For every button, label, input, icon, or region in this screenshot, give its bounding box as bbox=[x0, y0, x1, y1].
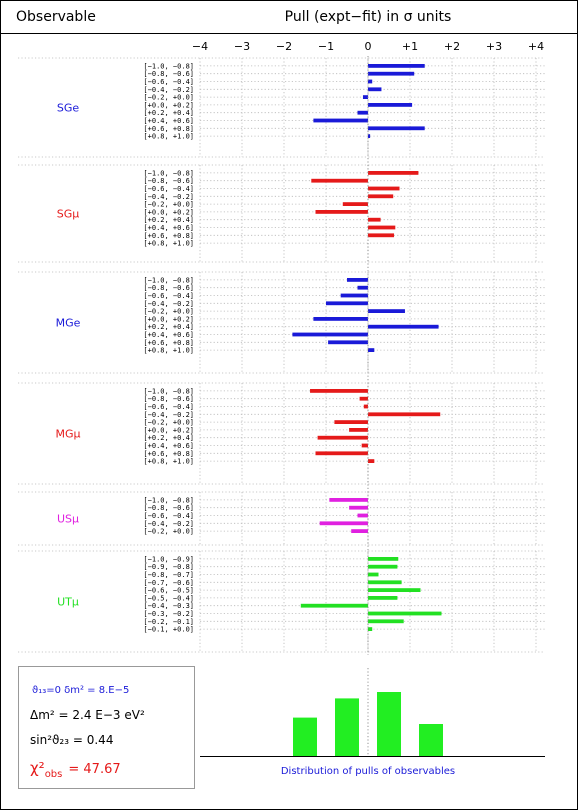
bin-label: [−0.4, −0.2] bbox=[143, 192, 194, 201]
pull-bar bbox=[368, 459, 374, 463]
pull-bar bbox=[316, 210, 369, 214]
pull-bar bbox=[343, 202, 368, 206]
group-label: SGe bbox=[56, 101, 80, 115]
pull-bar bbox=[358, 514, 369, 518]
pull-bar bbox=[368, 309, 405, 313]
pull-bar bbox=[368, 627, 372, 631]
bin-label: [+0.2, +0.4] bbox=[143, 434, 194, 443]
bin-label: [+0.4, +0.6] bbox=[143, 224, 194, 232]
pull-bar bbox=[368, 612, 442, 616]
sin2-theta23-text: sin²ϑ₂₃ = 0.44 bbox=[30, 733, 114, 747]
pull-bar bbox=[334, 420, 368, 424]
bin-label: [−0.4, −0.2] bbox=[143, 85, 194, 94]
bin-label: [+0.0, +0.2] bbox=[143, 426, 194, 435]
bin-label: [+0.8, +1.0] bbox=[143, 239, 194, 248]
group-label: SGμ bbox=[56, 207, 80, 221]
bin-label: [−0.6, −0.4] bbox=[143, 292, 194, 300]
pull-bar bbox=[318, 436, 368, 440]
pull-bar bbox=[363, 95, 368, 99]
bin-label: [−0.6, −0.5] bbox=[143, 586, 194, 595]
bin-label: [−1.0, −0.8] bbox=[143, 387, 194, 396]
bin-label: [−0.2, +0.0] bbox=[143, 200, 194, 209]
distribution-bar bbox=[293, 718, 317, 756]
chi2-subscript: obs bbox=[44, 769, 63, 780]
pull-bar bbox=[368, 412, 440, 416]
bin-label: [+0.8, +1.0] bbox=[143, 132, 194, 141]
x-tick-label: +3 bbox=[485, 40, 503, 53]
pull-bar bbox=[368, 187, 400, 191]
bin-label: [+0.2, +0.4] bbox=[143, 109, 194, 118]
bin-label: [−0.1, +0.0] bbox=[143, 625, 194, 634]
group-4 bbox=[18, 492, 545, 545]
pull-bar bbox=[313, 119, 368, 123]
pull-bar bbox=[351, 529, 368, 533]
group-label: USμ bbox=[56, 512, 80, 526]
chi2-text bbox=[30, 759, 121, 780]
bin-label: [−0.4, −0.2] bbox=[143, 410, 194, 419]
bin-label: [+0.2, +0.4] bbox=[143, 323, 194, 332]
x-tick-labels bbox=[192, 40, 544, 53]
bin-label: [−0.4, −0.2] bbox=[143, 519, 194, 528]
bin-label: [−0.2, +0.0] bbox=[143, 418, 194, 427]
x-tick-label: +1 bbox=[401, 40, 419, 53]
pull-bar bbox=[368, 72, 414, 76]
bin-label: [−0.3, −0.2] bbox=[143, 610, 194, 618]
distribution-bar bbox=[377, 692, 401, 756]
group-1 bbox=[18, 165, 545, 262]
pull-bar bbox=[328, 340, 368, 344]
bin-label: [−0.2, −0.1] bbox=[143, 617, 194, 626]
pull-bar bbox=[349, 506, 368, 510]
x-tick-label: −3 bbox=[233, 40, 251, 53]
observable-header: Observable bbox=[16, 9, 96, 25]
bin-label: [−1.0, −0.8] bbox=[143, 62, 194, 71]
bin-label: [+0.8, +1.0] bbox=[143, 457, 194, 466]
group-2 bbox=[18, 272, 545, 373]
pull-bar bbox=[320, 521, 368, 525]
bin-label: [−0.8, −0.6] bbox=[143, 395, 194, 404]
group-label: MGμ bbox=[55, 427, 81, 441]
group-label: MGe bbox=[55, 316, 81, 330]
pull-bar bbox=[368, 103, 412, 107]
pull-distribution bbox=[200, 668, 545, 777]
bin-label: [−0.6, −0.4] bbox=[143, 185, 194, 193]
bin-label: [+0.4, +0.6] bbox=[143, 117, 194, 125]
pull-bar bbox=[311, 179, 368, 183]
pull-bar bbox=[368, 348, 374, 352]
delta-m2-text: Δm² = 2.4 E−3 eV² bbox=[30, 708, 145, 722]
pull-bar bbox=[368, 80, 372, 84]
bin-label: [−0.2, +0.0] bbox=[143, 307, 194, 316]
bin-label: [−0.8, −0.7] bbox=[143, 571, 194, 579]
distribution-label: Distribution of pulls of observables bbox=[280, 766, 456, 777]
bin-label: [−0.2, +0.0] bbox=[143, 93, 194, 102]
pull-bar bbox=[358, 286, 369, 290]
pull-bar bbox=[368, 233, 394, 237]
x-tick-label: −4 bbox=[191, 40, 209, 53]
pull-bar bbox=[329, 498, 368, 502]
pull-bar bbox=[301, 604, 368, 608]
bin-label: [+0.0, +0.2] bbox=[143, 315, 194, 324]
pull-bar bbox=[313, 317, 368, 321]
chi2-symbol: χ² bbox=[30, 759, 45, 777]
pull-bar bbox=[364, 405, 368, 409]
bin-label: [+0.6, +0.8] bbox=[143, 231, 194, 240]
pull-bar bbox=[368, 588, 421, 592]
distribution-bar bbox=[419, 724, 443, 756]
pull-bar bbox=[341, 294, 368, 298]
theta13-dm2-text: ϑ₁₃=0 δm² = 8.E−5 bbox=[32, 685, 130, 696]
pull-bar bbox=[368, 194, 393, 198]
chi2-value: = 47.67 bbox=[68, 762, 121, 777]
bin-label: [−1.0, −0.9] bbox=[143, 555, 194, 564]
bin-label: [+0.2, +0.4] bbox=[143, 216, 194, 225]
bin-label: [−0.6, −0.4] bbox=[143, 512, 194, 520]
x-tick-label: +4 bbox=[527, 40, 545, 53]
x-tick-label: −1 bbox=[317, 40, 335, 53]
bin-label: [−1.0, −0.8] bbox=[143, 169, 194, 178]
pull-bar bbox=[368, 565, 397, 569]
pull-bar bbox=[368, 596, 397, 600]
group-label: UTμ bbox=[57, 595, 79, 609]
pull-bar bbox=[368, 64, 425, 68]
pull-bar bbox=[368, 619, 404, 623]
pull-bar bbox=[368, 325, 439, 329]
pull-bar bbox=[368, 557, 398, 561]
bin-label: [+0.4, +0.6] bbox=[143, 442, 194, 450]
pull-bar bbox=[316, 451, 369, 455]
pull-bar bbox=[326, 301, 368, 305]
bin-label: [−0.8, −0.6] bbox=[143, 177, 194, 186]
pull-bar bbox=[368, 218, 381, 222]
bin-label: [−0.9, −0.8] bbox=[143, 563, 194, 572]
group-3 bbox=[18, 383, 545, 484]
bin-label: [+0.8, +1.0] bbox=[143, 346, 194, 355]
x-tick-label: −2 bbox=[275, 40, 293, 53]
bin-label: [−0.6, −0.4] bbox=[143, 403, 194, 411]
bin-label: [−0.8, −0.6] bbox=[143, 504, 194, 513]
pull-bar bbox=[358, 111, 369, 115]
pull-bar bbox=[368, 226, 395, 230]
bin-label: [+0.6, +0.8] bbox=[143, 338, 194, 347]
observable-groups bbox=[18, 56, 545, 655]
pull-bar bbox=[368, 171, 418, 175]
pull-bar bbox=[362, 444, 368, 448]
bin-label: [−0.6, −0.4] bbox=[143, 78, 194, 86]
x-tick-label: 0 bbox=[364, 40, 372, 53]
bin-label: [−1.0, −0.8] bbox=[143, 496, 194, 505]
pull-bar bbox=[368, 573, 379, 577]
pull-bar bbox=[368, 580, 402, 584]
bin-label: [−0.4, −0.2] bbox=[143, 299, 194, 308]
distribution-bar bbox=[335, 698, 359, 756]
pull-bar bbox=[349, 428, 368, 432]
bin-label: [−0.8, −0.6] bbox=[143, 284, 194, 293]
group-5 bbox=[18, 551, 545, 652]
bin-label: [−0.5, −0.4] bbox=[143, 594, 194, 603]
bin-label: [+0.6, +0.8] bbox=[143, 449, 194, 458]
bin-label: [−0.2, +0.0] bbox=[143, 527, 194, 536]
pull-bar bbox=[292, 333, 368, 337]
bin-label: [+0.0, +0.2] bbox=[143, 208, 194, 217]
pull-bar bbox=[368, 87, 381, 91]
fit-parameters-box bbox=[19, 667, 195, 789]
group-0 bbox=[18, 58, 545, 157]
bin-label: [+0.0, +0.2] bbox=[143, 101, 194, 110]
bin-label: [−0.4, −0.3] bbox=[143, 602, 194, 611]
pull-bar bbox=[310, 389, 368, 393]
bin-label: [−0.8, −0.6] bbox=[143, 70, 194, 79]
pull-bar bbox=[368, 126, 425, 130]
x-tick-label: +2 bbox=[443, 40, 461, 53]
bin-label: [+0.4, +0.6] bbox=[143, 331, 194, 339]
pull-bar bbox=[347, 278, 368, 282]
bin-label: [−1.0, −0.8] bbox=[143, 276, 194, 285]
bin-label: [+0.6, +0.8] bbox=[143, 124, 194, 133]
pull-title: Pull (expt−fit) in σ units bbox=[284, 9, 452, 25]
pull-bar bbox=[360, 397, 368, 401]
bin-label: [−0.7, −0.6] bbox=[143, 578, 194, 587]
